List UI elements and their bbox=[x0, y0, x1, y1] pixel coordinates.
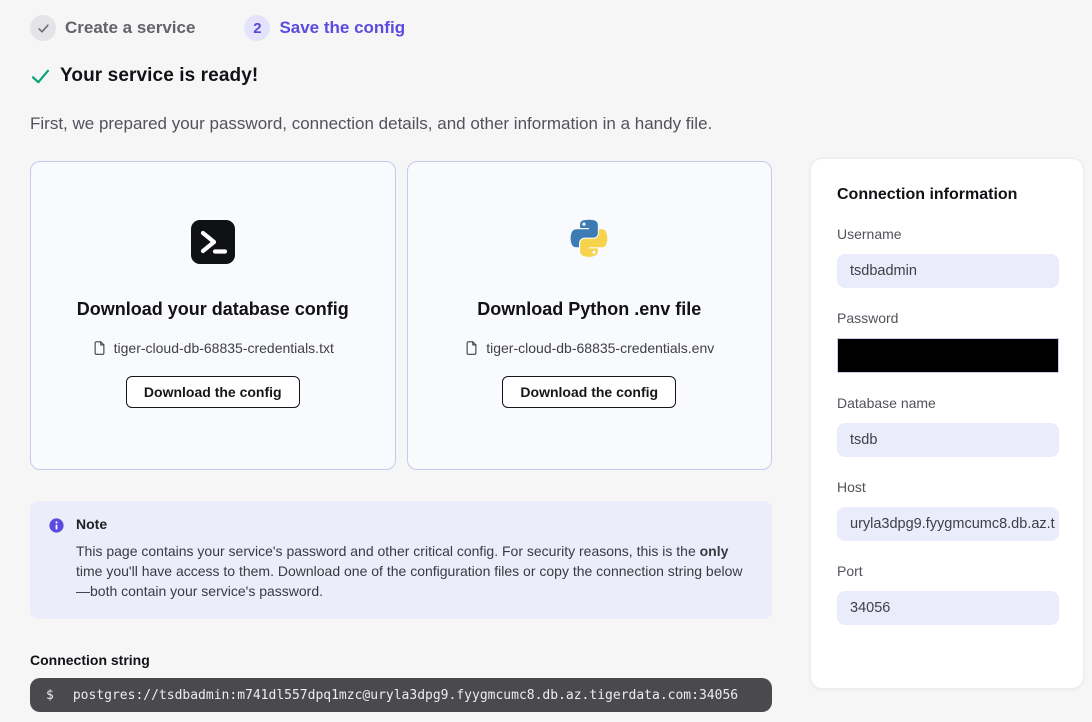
field-value-username[interactable]: tsdbadmin bbox=[837, 254, 1059, 288]
card-title: Download your database config bbox=[76, 299, 349, 319]
stepper-step-save-config[interactable] bbox=[244, 15, 405, 41]
download-config-button[interactable]: Download the config bbox=[126, 376, 300, 408]
content-row bbox=[30, 161, 1092, 712]
field-label-host: Host bbox=[837, 479, 866, 495]
step-label-create-service: Create a service bbox=[65, 18, 196, 37]
file-row bbox=[464, 340, 714, 356]
file-name: tiger-cloud-db-68835-credentials.env bbox=[486, 340, 715, 356]
step-done-check-icon bbox=[30, 15, 56, 41]
page-title: Your service is ready! bbox=[60, 65, 259, 86]
field-label-password: Password bbox=[837, 310, 899, 326]
card-python-env bbox=[407, 161, 773, 470]
stepper bbox=[30, 14, 1092, 42]
field-label-port: Port bbox=[837, 563, 863, 579]
file-name: tiger-cloud-db-68835-credentials.txt bbox=[113, 340, 334, 356]
file-icon bbox=[464, 340, 479, 356]
field-value-database-name[interactable]: tsdb bbox=[837, 423, 1059, 457]
card-title: Download Python .env file bbox=[477, 299, 702, 319]
stepper-step-create-service[interactable] bbox=[30, 15, 195, 41]
note-body: This page contains your service's password and other critical config. For security reasons, this is the only time you'll have access to them. Download one of the configuration files or copy the connection string below—both contain your service's password. bbox=[76, 543, 743, 599]
left-column bbox=[30, 161, 772, 712]
download-cards bbox=[30, 161, 772, 470]
success-check-icon bbox=[30, 66, 51, 87]
shell-prompt: $ bbox=[46, 687, 54, 703]
connection-info-fields bbox=[837, 226, 1059, 625]
note-content bbox=[76, 516, 744, 601]
terminal-icon bbox=[191, 219, 235, 265]
note-callout bbox=[30, 501, 772, 619]
connection-string-value: postgres://tsdbadmin:m741dl557dpq1mzc@uryla3dpg9.fyygmcumc8.db.az.tigerdata.com:34056 bbox=[72, 687, 739, 703]
download-config-button[interactable]: Download the config bbox=[502, 376, 676, 408]
connection-string-code-block[interactable] bbox=[30, 678, 772, 712]
field-value-password-redacted[interactable] bbox=[837, 338, 1059, 373]
python-icon bbox=[566, 219, 612, 265]
field-label-database-name: Database name bbox=[837, 395, 936, 411]
file-icon bbox=[92, 340, 107, 356]
info-icon bbox=[48, 517, 65, 601]
intro-text: First, we prepared your password, connection details, and other information in a handy file. bbox=[30, 114, 713, 133]
step-number-badge: 2 bbox=[244, 15, 270, 41]
file-row bbox=[92, 340, 334, 356]
field-label-username: Username bbox=[837, 226, 902, 242]
connection-string-label: Connection string bbox=[30, 652, 150, 668]
card-database-config bbox=[30, 161, 396, 470]
field-value-host[interactable]: uryla3dpg9.fyygmcumc8.db.az.t bbox=[837, 507, 1059, 541]
note-title: Note bbox=[76, 516, 108, 532]
field-value-port[interactable]: 34056 bbox=[837, 591, 1059, 625]
connection-info-title: Connection information bbox=[837, 186, 1018, 203]
service-ready-heading bbox=[30, 65, 1092, 87]
connection-info-panel bbox=[810, 158, 1084, 689]
step-label-save-config: Save the config bbox=[279, 18, 406, 37]
